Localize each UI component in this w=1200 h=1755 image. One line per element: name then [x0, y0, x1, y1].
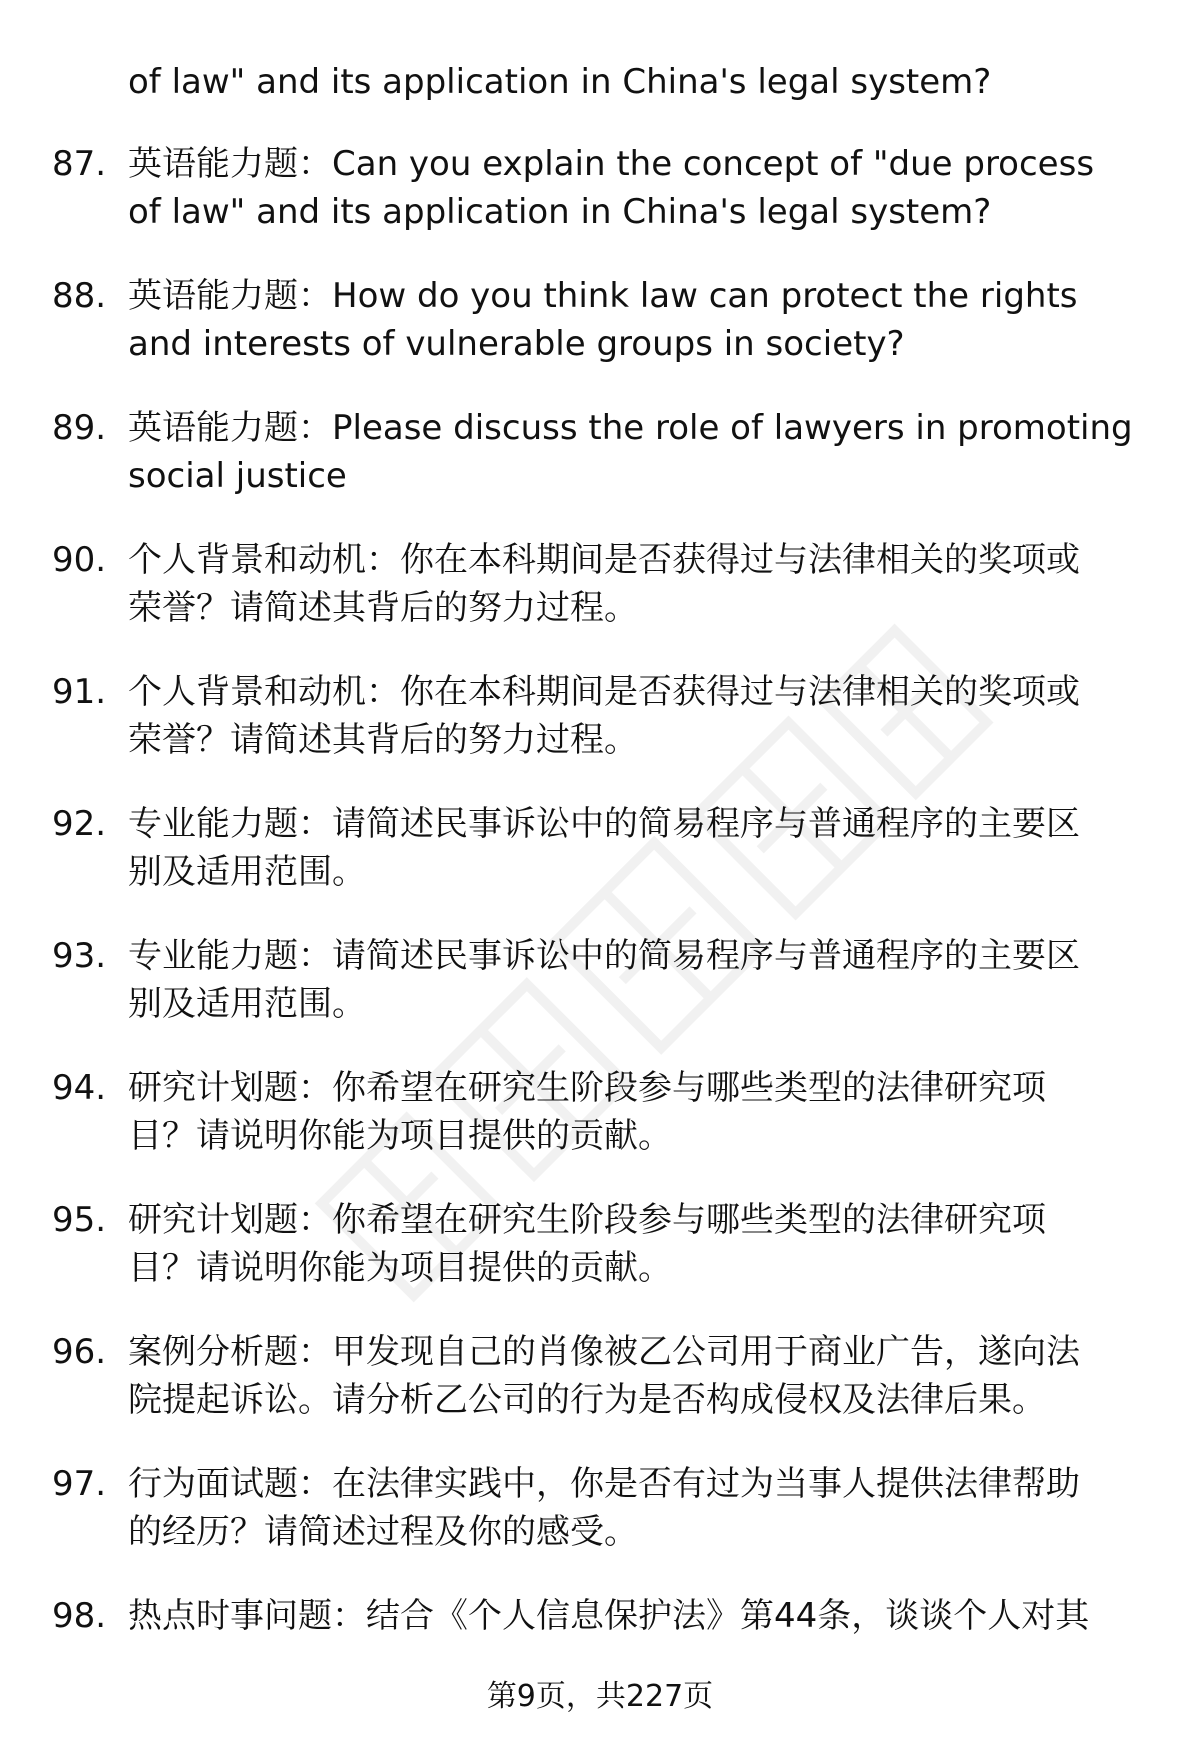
question-text — [128, 668, 1148, 764]
question-number: 91. — [52, 672, 107, 712]
question-line: social justice — [128, 456, 347, 496]
question-line: 案例分析题：甲发现自己的肖像被乙公司用于商业广告，遂向法 — [128, 1332, 1080, 1372]
question-line: 英语能力题：Please discuss the role of lawyers in promoting — [128, 408, 1133, 448]
question-line: and interests of vulnerable groups in society? — [128, 324, 905, 364]
question-text — [128, 932, 1148, 1028]
question-number: 90. — [52, 540, 107, 580]
question-line: 目？请说明你能为项目提供的贡献。 — [128, 1248, 672, 1288]
question-line: 个人背景和动机：你在本科期间是否获得过与法律相关的奖项或 — [128, 672, 1080, 712]
question-line: 行为面试题：在法律实践中，你是否有过为当事人提供法律帮助 — [128, 1464, 1080, 1504]
question-number: 93. — [52, 936, 107, 976]
question-line: of law" and its application in China's legal system? — [128, 192, 992, 232]
question-text — [128, 1460, 1148, 1556]
question-number: 98. — [52, 1596, 107, 1636]
question-line: 目？请说明你能为项目提供的贡献。 — [128, 1116, 672, 1156]
question-line: 个人背景和动机：你在本科期间是否获得过与法律相关的奖项或 — [128, 540, 1080, 580]
question-line: 别及适用范围。 — [128, 852, 366, 892]
question-text — [128, 1592, 1148, 1640]
question-line: 研究计划题：你希望在研究生阶段参与哪些类型的法律研究项 — [128, 1068, 1046, 1108]
question-number: 88. — [52, 276, 107, 316]
question-line: 英语能力题：How do you think law can protect the rights — [128, 276, 1078, 316]
question-text — [128, 1196, 1148, 1292]
question-line: 别及适用范围。 — [128, 984, 366, 1024]
question-line: 英语能力题：Can you explain the concept of "due process — [128, 144, 1095, 184]
question-line: 研究计划题：你希望在研究生阶段参与哪些类型的法律研究项 — [128, 1200, 1046, 1240]
question-number: 87. — [52, 144, 107, 184]
question-text — [128, 1064, 1148, 1160]
question-text — [128, 140, 1148, 236]
question-number: 96. — [52, 1332, 107, 1372]
question-number: 95. — [52, 1200, 107, 1240]
page-footer: 第9页，共227页 — [486, 1679, 714, 1714]
question-number: 92. — [52, 804, 107, 844]
question-line: 专业能力题：请简述民事诉讼中的简易程序与普通程序的主要区 — [128, 804, 1080, 844]
question-text — [128, 404, 1148, 500]
question-line: 专业能力题：请简述民事诉讼中的简易程序与普通程序的主要区 — [128, 936, 1080, 976]
question-line: 热点时事问题：结合《个人信息保护法》第44条，谈谈个人对其 — [128, 1596, 1090, 1636]
continued-text-line: of law" and its application in China's legal system? — [128, 62, 992, 102]
question-number: 97. — [52, 1464, 107, 1504]
question-line: 院提起诉讼。请分析乙公司的行为是否构成侵权及法律后果。 — [128, 1380, 1046, 1420]
question-number: 94. — [52, 1068, 107, 1108]
question-text — [128, 1328, 1148, 1424]
question-line: 荣誉？请简述其背后的努力过程。 — [128, 588, 638, 628]
question-line: 荣誉？请简述其背后的努力过程。 — [128, 720, 638, 760]
question-text — [128, 272, 1148, 368]
question-text — [128, 800, 1148, 896]
question-line: 的经历？请简述过程及你的感受。 — [128, 1512, 638, 1552]
question-number: 89. — [52, 408, 107, 448]
question-text — [128, 536, 1148, 632]
